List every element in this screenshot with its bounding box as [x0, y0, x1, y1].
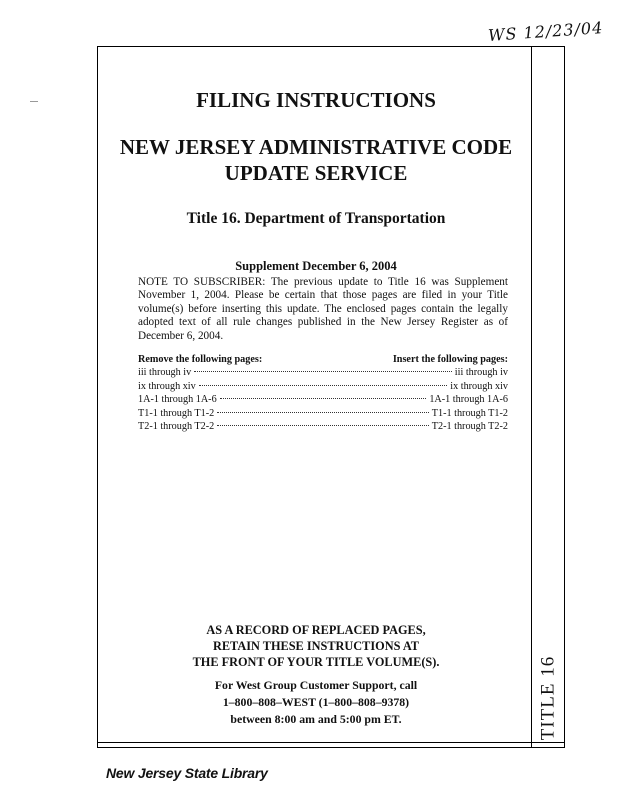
record-line: THE FRONT OF YOUR TITLE VOLUME(S). — [192, 655, 440, 669]
table-row — [138, 366, 508, 379]
margin-mark — [30, 101, 38, 102]
insert-pages: 1A-1 through 1A-6 — [429, 394, 508, 406]
remove-pages: T2-1 through T2-2 — [138, 421, 215, 433]
remove-pages: iii through iv — [138, 367, 192, 379]
instruction-sheet — [97, 46, 565, 748]
table-row — [138, 407, 508, 420]
supplement-date: Supplement December 6, 2004 — [235, 259, 397, 273]
record-instructions — [98, 622, 534, 670]
subscriber-note: NOTE TO SUBSCRIBER: The previous update to Title 16 was Supplement November 1, 2004. Please be certain that those pages are filed in your Title volume(s) before inserting this update. The enclosed pages contain the legally adopted text of all rule changes published in the New Jersey Register as of December 6, 2004. — [138, 276, 508, 342]
dot-leader — [217, 425, 429, 426]
handwritten-note: WS 12/23/04 — [487, 17, 604, 46]
dot-leader — [199, 385, 448, 386]
code-title-line-2: UPDATE SERVICE — [224, 161, 408, 185]
dot-leader — [194, 371, 452, 372]
insert-pages: iii through iv — [454, 367, 508, 379]
support-line: For West Group Customer Support, call — [214, 678, 418, 692]
insert-pages: ix through xiv — [450, 380, 508, 392]
insert-header: Insert the following pages: — [392, 354, 508, 365]
code-title — [98, 134, 534, 186]
side-tab-label — [536, 643, 560, 753]
side-tab-text: TITLE 16 — [537, 655, 559, 741]
table-header — [138, 353, 508, 366]
dot-leader — [217, 412, 429, 413]
bottom-rule — [98, 742, 564, 743]
table-row — [138, 380, 508, 393]
remove-pages: T1-1 through T1-2 — [138, 407, 215, 419]
customer-support — [98, 677, 534, 728]
insert-pages: T1-1 through T1-2 — [431, 407, 508, 419]
page-replacement-table — [138, 353, 508, 433]
record-line: RETAIN THESE INSTRUCTIONS AT — [212, 639, 420, 653]
remove-pages: 1A-1 through 1A-6 — [138, 394, 217, 406]
title-line: Title 16. Department of Transportation — [186, 210, 446, 227]
remove-header: Remove the following pages: — [138, 354, 263, 365]
dot-leader — [220, 398, 427, 399]
library-stamp: New Jersey State Library — [106, 765, 268, 781]
insert-pages: T2-1 through T2-2 — [431, 421, 508, 433]
remove-pages: ix through xiv — [138, 380, 196, 392]
support-hours: between 8:00 am and 5:00 pm ET. — [230, 712, 402, 726]
page-heading: FILING INSTRUCTIONS — [196, 88, 436, 112]
code-title-line-1: NEW JERSEY ADMINISTRATIVE CODE — [119, 135, 513, 159]
table-row — [138, 420, 508, 433]
support-phone: 1–800–808–WEST (1–800–808–9378) — [222, 695, 410, 709]
table-row — [138, 393, 508, 406]
side-tab — [531, 47, 564, 747]
record-line: AS A RECORD OF REPLACED PAGES, — [206, 623, 426, 637]
